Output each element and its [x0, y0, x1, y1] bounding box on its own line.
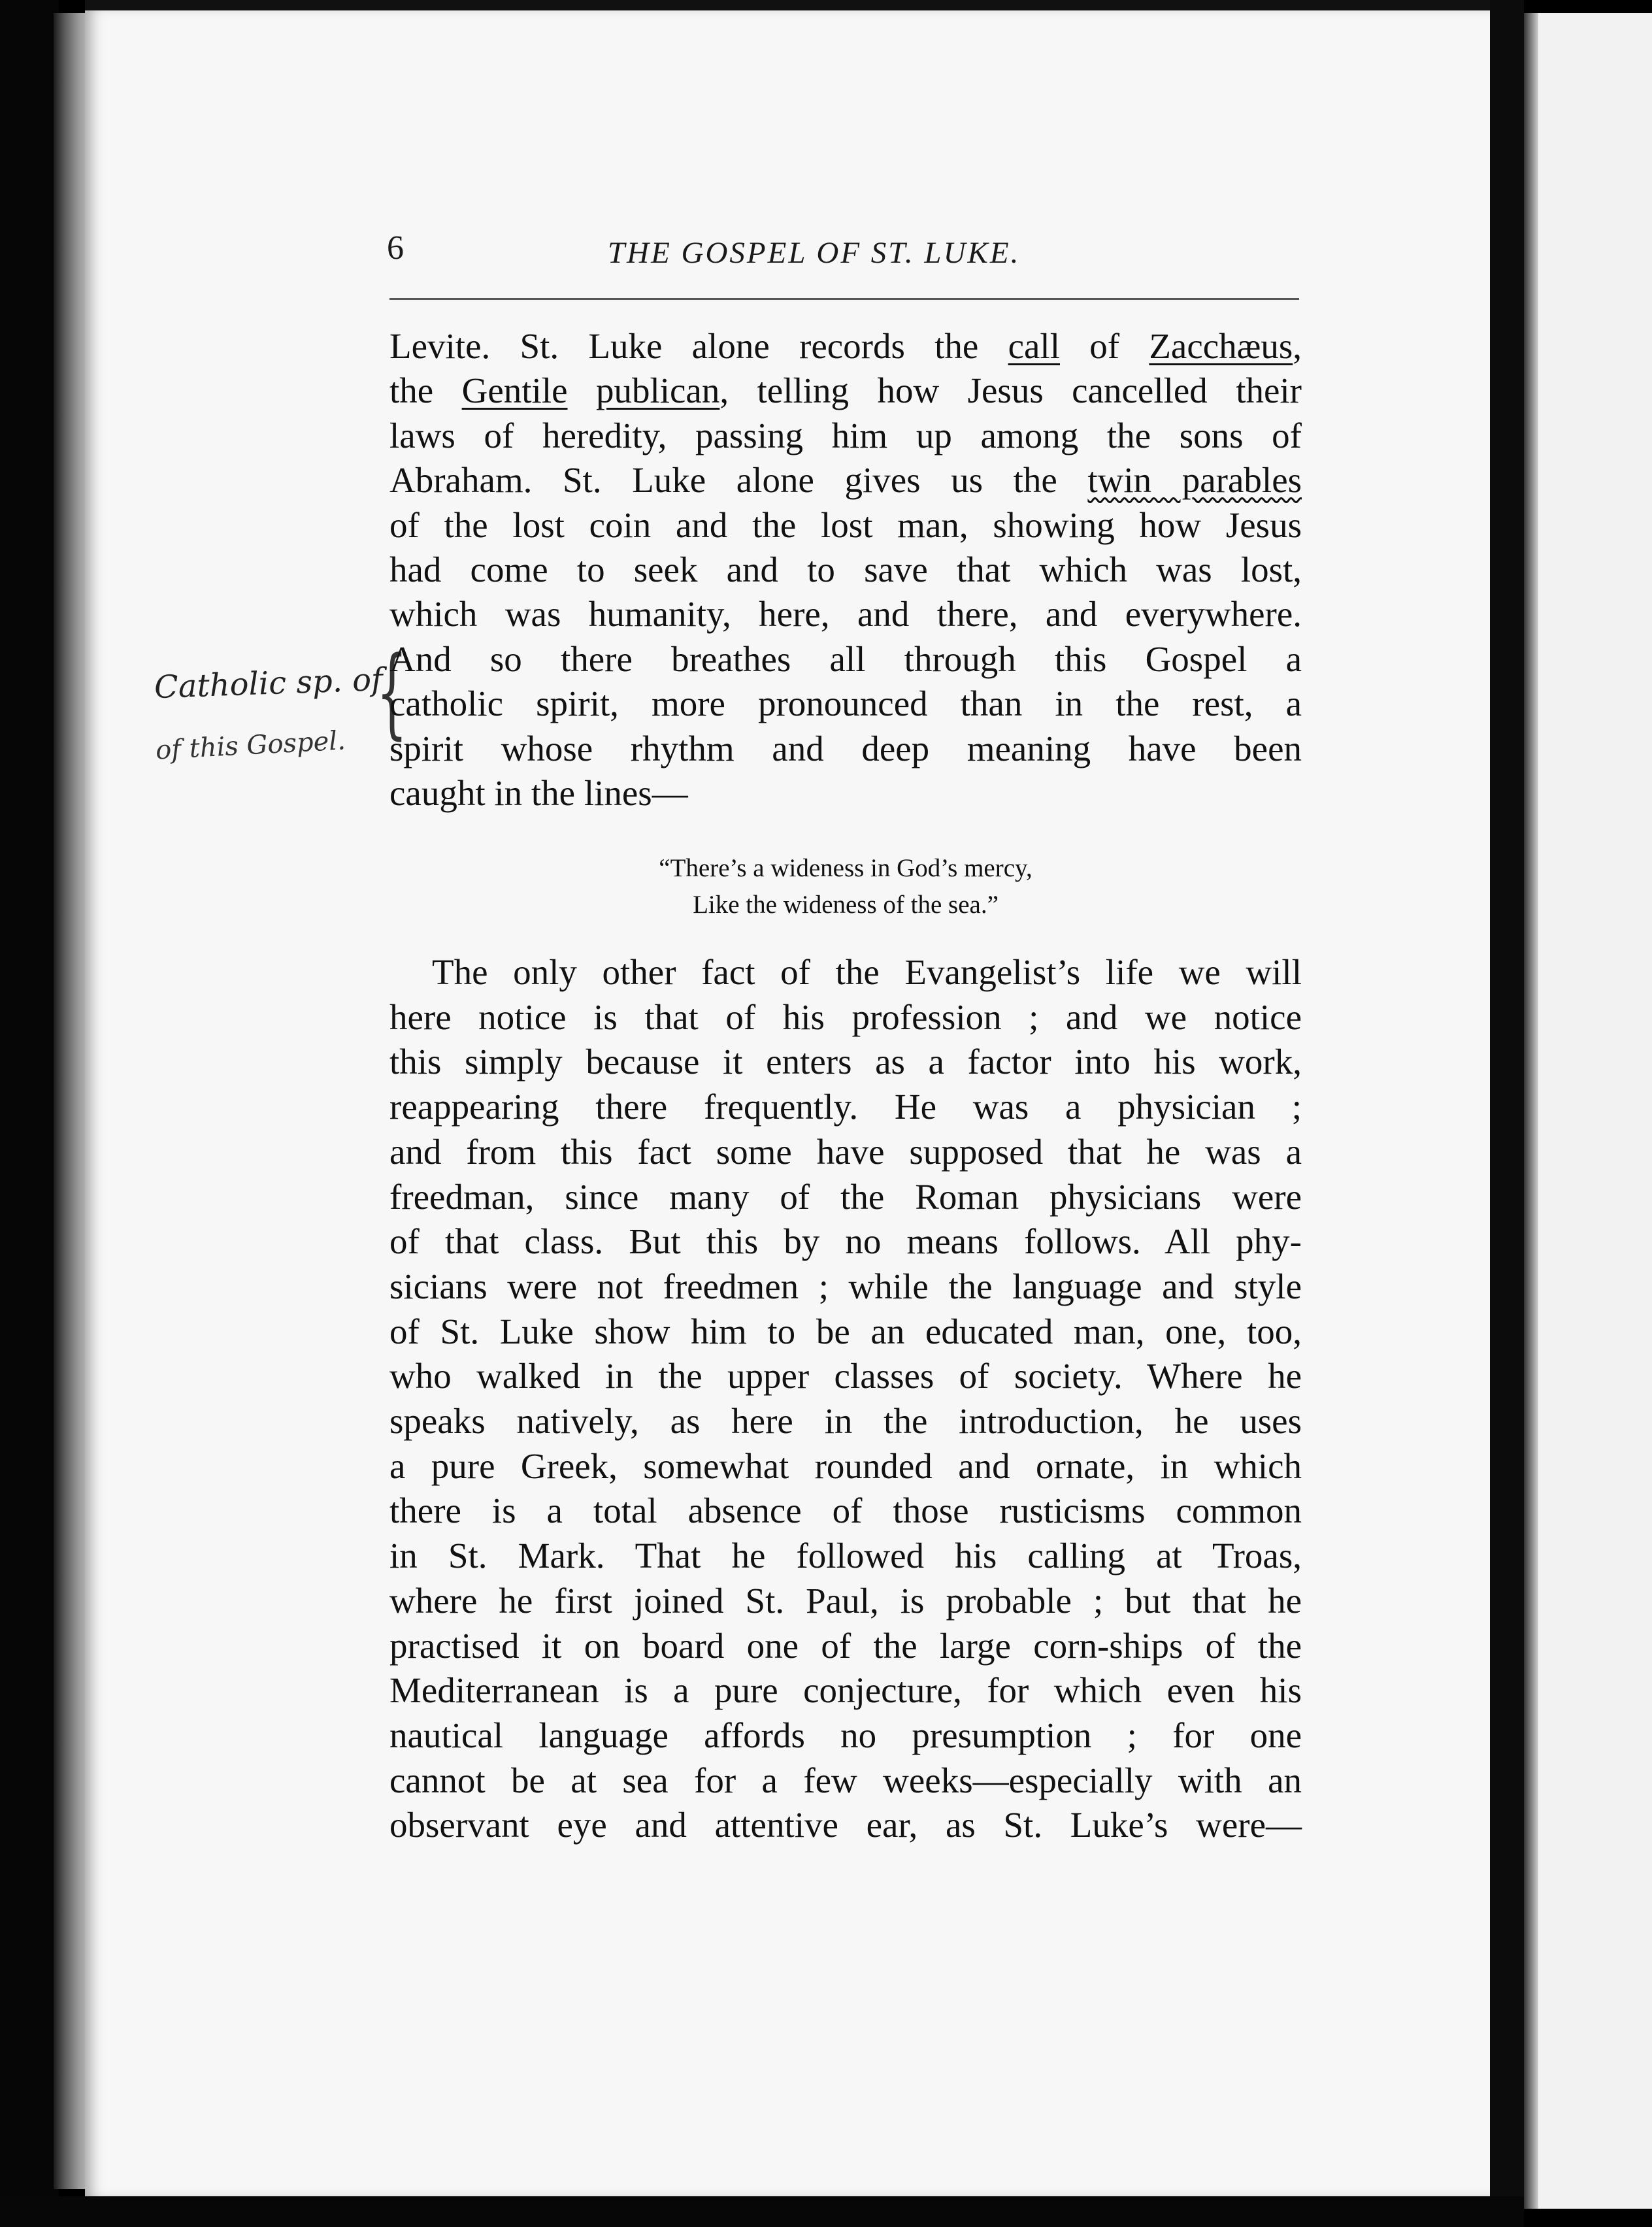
underlined-text: call — [1008, 326, 1060, 366]
text-line: a pure Greek, somewhat rounded and ornate, in which — [389, 1445, 1302, 1486]
text-line: which was humanity, here, and there, and everywhere. — [389, 594, 1302, 635]
text-line: caught in the lines— — [389, 773, 688, 813]
text-line: nautical language affords no presumption ; for one — [389, 1715, 1302, 1755]
text-line: sicians were not freedmen ; while the language and style — [389, 1266, 1302, 1306]
text-line: catholic spirit, more pronounced than in the rest, a — [389, 684, 1302, 724]
facing-page-sliver — [1524, 13, 1652, 2209]
underlined-text: twin parables — [1087, 460, 1302, 501]
text-line: here notice is that of his profession ; and we notice — [389, 997, 1302, 1037]
text-line: of that class. But this by no means follows. All phy- — [389, 1221, 1302, 1262]
text-line: Abraham. St. Luke alone gives us the twin parables — [389, 460, 1302, 501]
binding-edge — [0, 0, 59, 2227]
margin-note-line-2: of this Gospel. — [154, 725, 346, 766]
text-line: there is a total absence of those rusticisms common — [389, 1491, 1302, 1531]
text-line: had come to seek and to save that which was lost, — [389, 550, 1302, 589]
text-line: practised it on board one of the large corn-ships of the — [389, 1625, 1302, 1666]
underlined-text: publican — [595, 371, 720, 411]
text-line: speaks natively, as here in the introduction, he uses — [389, 1401, 1302, 1441]
book-gutter — [1490, 0, 1524, 2227]
text-line: in St. Mark. That he followed his calling at Troas, — [389, 1536, 1302, 1576]
text-line: reappearing there frequently. He was a physician ; — [389, 1087, 1302, 1127]
text-line: cannot be at sea for a few weeks—especially with an — [389, 1760, 1302, 1800]
quote-line: Like the wideness of the sea.” — [693, 891, 999, 919]
text-line: who walked in the upper classes of society. Where he — [389, 1356, 1302, 1396]
header-rule — [389, 298, 1299, 300]
text-line: this simply because it enters as a factor into his work, — [389, 1042, 1302, 1082]
text-line: freedman, since many of the Roman physicians were — [389, 1176, 1302, 1217]
page-number: 6 — [387, 229, 404, 267]
text-line: spirit whose rhythm and deep meaning have been — [389, 728, 1302, 768]
bottom-border — [0, 2196, 1524, 2227]
text-line: of the lost coin and the lost man, showing how Jesus — [389, 504, 1302, 545]
text-line: laws of heredity, passing him up among the sons of — [389, 415, 1302, 455]
underlined-text: Zacchæus — [1149, 326, 1293, 366]
margin-brace: { — [376, 636, 408, 750]
text-line: Mediterranean is a pure conjecture, for which even his — [389, 1670, 1302, 1711]
text-line: the Gentile publican, telling how Jesus cancelled their — [389, 371, 1302, 411]
text-line: of St. Luke show him to be an educated man, one, too, — [389, 1311, 1302, 1351]
text-line: And so there breathes all through this Gospel a — [389, 638, 1302, 679]
margin-note-line-1: Catholic sp. of — [154, 661, 384, 706]
underlined-text: Gentile — [461, 371, 568, 411]
text-line: The only other fact of the Evangelist’s life we will — [432, 952, 1302, 992]
text-line: Levite. St. Luke alone records the call of Zacchæus, — [389, 326, 1302, 366]
text-line: where he first joined St. Paul, is probable ; but that he — [389, 1580, 1302, 1621]
text-line: and from this fact some have supposed that he was a — [389, 1131, 1302, 1172]
text-line: observant eye and attentive ear, as St. Luke’s were— — [389, 1805, 1302, 1845]
quote-line: “There’s a wideness in God’s mercy, — [659, 854, 1032, 882]
running-head: THE GOSPEL OF ST. LUKE. — [608, 236, 1021, 270]
